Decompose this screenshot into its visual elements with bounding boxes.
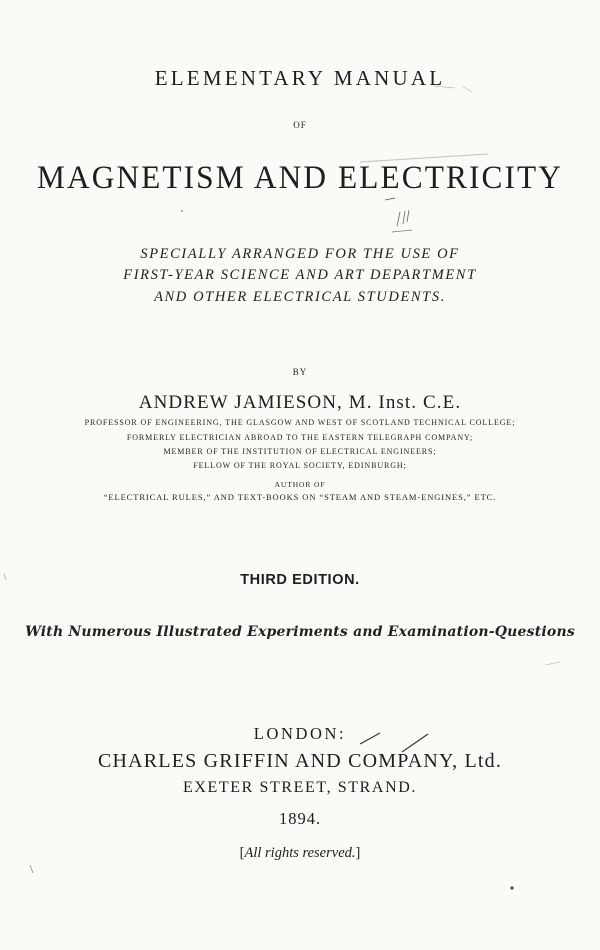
title-of: OF (293, 120, 307, 130)
by-label: BY (292, 367, 308, 377)
publisher-name: CHARLES GRIFFIN AND COMPANY, Ltd. (97, 750, 503, 772)
subtitle-line-1: SPECIALLY ARRANGED FOR THE USE OF (140, 246, 460, 262)
credential-line: FELLOW OF THE ROYAL SOCIETY, EDINBURGH; (193, 461, 407, 470)
subtitle-line-3: AND OTHER ELECTRICAL STUDENTS. (154, 289, 446, 305)
edition-label: THIRD EDITION. (240, 572, 360, 588)
publication-year: 1894. (278, 809, 322, 828)
credential-line: MEMBER OF THE INSTITUTION OF ELECTRICAL ENGINEERS; (163, 447, 437, 456)
main-title: MAGNETISM AND ELECTRICITY (37, 160, 563, 196)
publisher-address: EXETER STREET, STRAND. (182, 779, 417, 796)
subtitle-line-2: FIRST-YEAR SCIENCE AND ART DEPARTMENT (123, 267, 477, 283)
credential-line: PROFESSOR OF ENGINEERING, THE GLASGOW AND WEST OF SCOTLAND TECHNICAL COLLEGE; (84, 418, 516, 427)
author-name: ANDREW JAMIESON, M. Inst. C.E. (138, 392, 462, 413)
illustrations-note: With Numerous Illustrated Experiments and Examination-Questions (25, 624, 575, 640)
credential-line: FORMERLY ELECTRICIAN ABROAD TO THE EASTERN TELEGRAPH COMPANY; (126, 433, 474, 442)
author-of-label: AUTHOR OF (274, 480, 326, 489)
other-works-line: “ELECTRICAL RULES,” AND TEXT-BOOKS ON “STEAM AND STEAM-ENGINES,” ETC. (103, 492, 497, 502)
title-line-1: ELEMENTARY MANUAL (154, 66, 446, 90)
rights-notice: [All rights reserved.] (239, 845, 361, 861)
rights-text: All rights reserved. (244, 845, 356, 861)
publisher-city: LONDON: (253, 724, 347, 743)
